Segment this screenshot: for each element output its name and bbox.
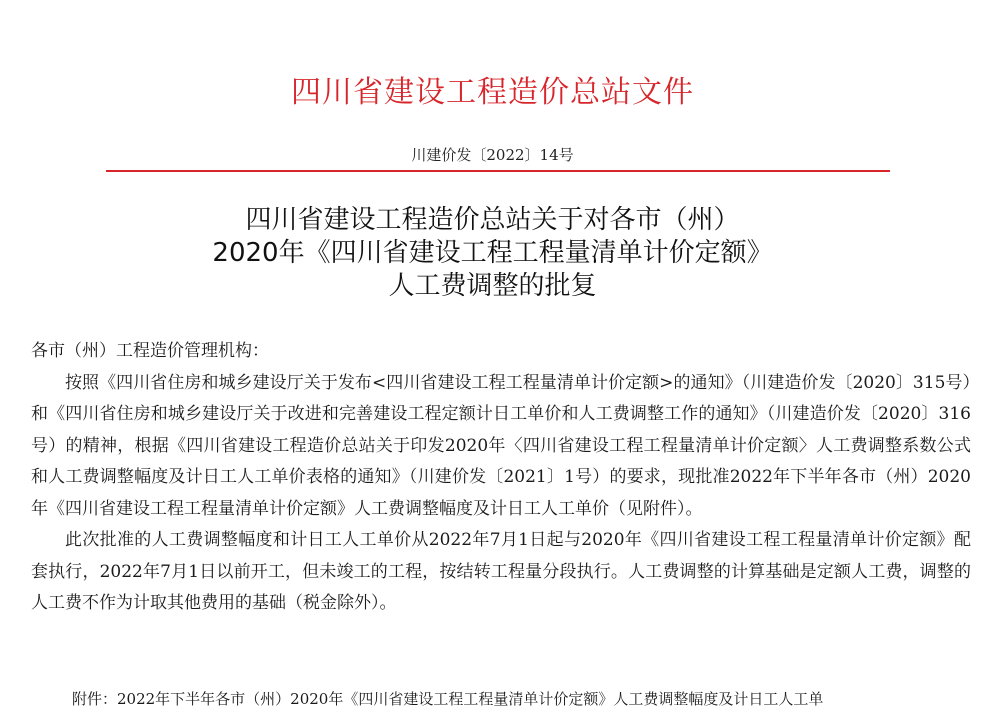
- red-divider-line: [106, 170, 890, 172]
- title-line-2: 2020年《四川省建设工程工程量清单计价定额》: [212, 238, 773, 268]
- title-line-3: 人工费调整的批复: [388, 271, 597, 301]
- body-paragraph-1: 按照《四川省住房和城乡建设厅关于发布<四川省建设工程工程量清单计价定额>的通知》（川建造价发〔2020〕315号）和《四川省住房和城乡建设厅关于改进和完善建设工程定额计日工单价和人工费调整工作的通知》（川建造价发〔2020〕316号）的精神，根据《四川省建设工程造价总站关于印发2020年〈四川省建设工程工程量清单计价定额〉人工费调整系数公式和人工费调整幅度及计日工人工单价表格的通知》（川建价发〔2021〕1号）的要求，现批准2022年下半年各市（州）2020年《四川省建设工程工程量清单计价定额》人工费调整幅度及计日工人工单价（见附件）。: [31, 372, 971, 519]
- title-line-1: 四川省建设工程造价总站关于对各市（州）: [245, 205, 740, 235]
- body-paragraph-2: 此次批准的人工费调整幅度和计日工人工单价从2022年7月1日起与2020年《四川省建设工程工程量清单计价定额》配套执行，2022年7月1日以前开工，但未竣工的工程，按结转工程量分段执行。人工费调整的计算基础是定额人工费，调整的人工费不作为计取其他费用的基础（税金除外）。: [31, 530, 971, 613]
- document-title: [0, 204, 985, 303]
- document-number: 川建价发〔2022〕14号: [411, 146, 574, 164]
- attachment-note: 附件：2022年下半年各市（州）2020年《四川省建设工程工程量清单计价定额》人工费调整幅度及计日工人工单: [72, 690, 824, 708]
- masthead-title: 四川省建设工程造价总站文件: [291, 75, 694, 110]
- document-body: [31, 336, 971, 620]
- salutation: 各市（州）工程造价管理机构：: [31, 341, 269, 361]
